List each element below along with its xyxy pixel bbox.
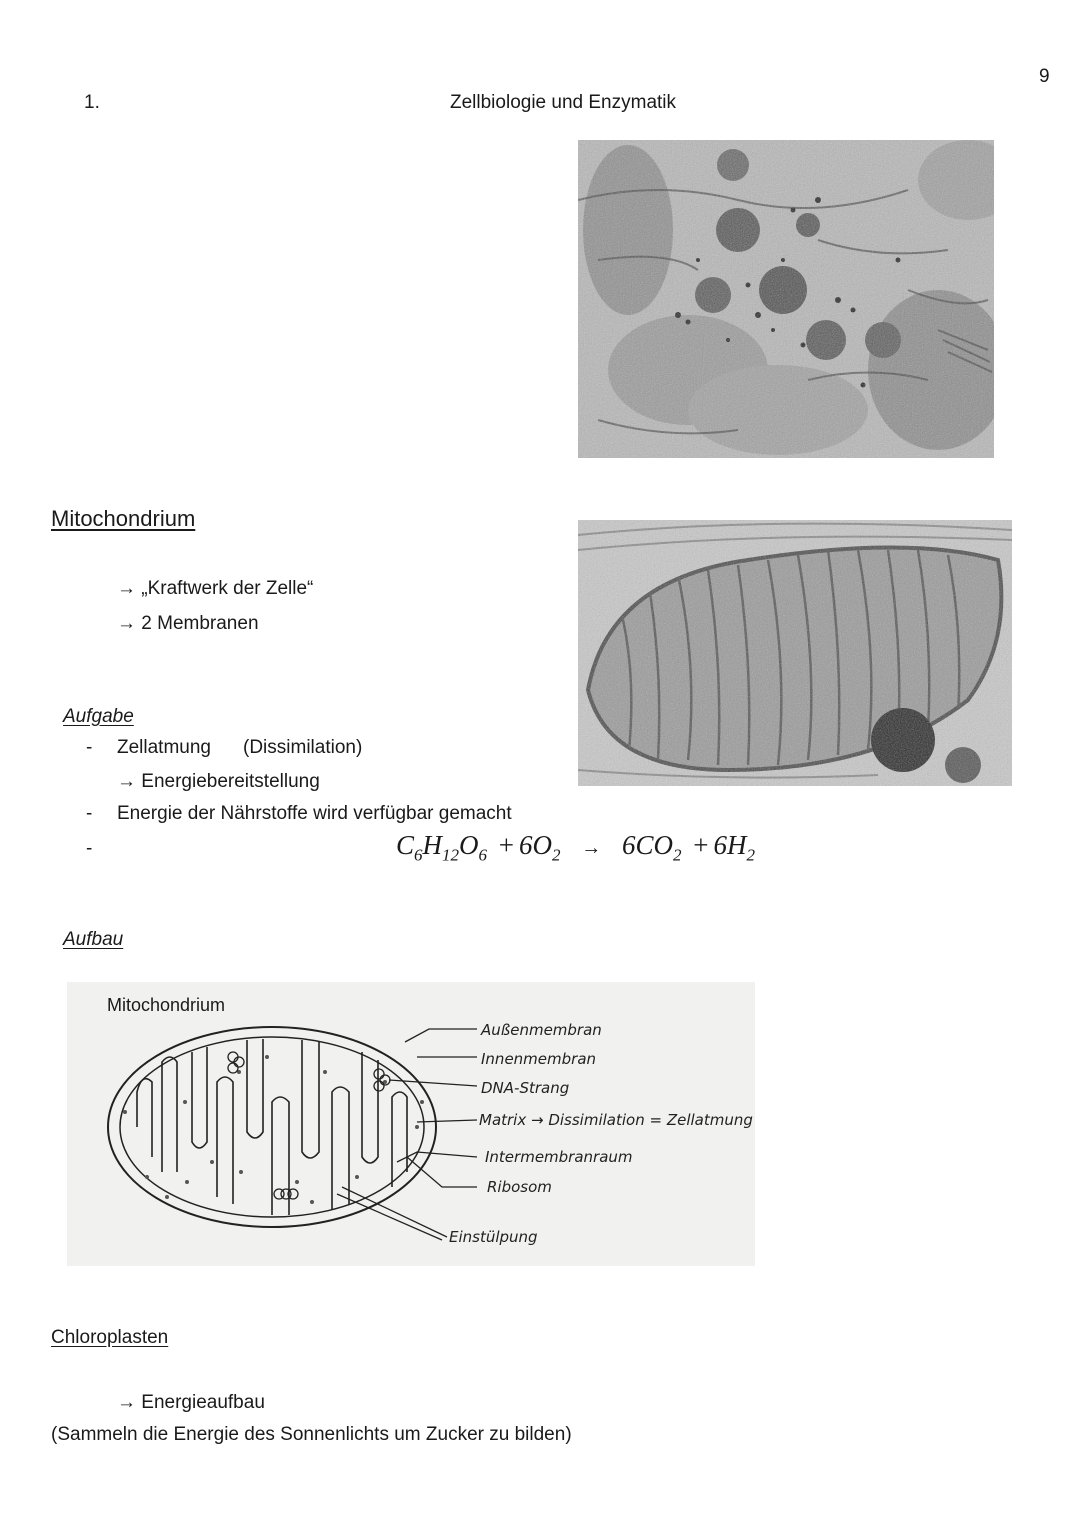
chloroplasten-heading: Chloroplasten <box>51 1327 169 1348</box>
chloroplasten-point-1: → Energieaufbau <box>117 1392 265 1413</box>
label-intermembranraum: Intermembranraum <box>485 1148 633 1166</box>
mitochondrion-diagram <box>67 982 755 1266</box>
aufgabe-bullet-1: - <box>86 737 93 758</box>
label-matrix: Matrix → Dissimilation = Zellatmung <box>479 1111 753 1129</box>
mitochondrium-point-1: → „Kraftwerk der Zelle“ <box>117 578 314 599</box>
aufgabe-bullet-3: - <box>86 803 93 824</box>
cellular-respiration-formula: $C_6H_{12}O_6 + 6O_2 \to 6CO_2 + 6H_2$ <box>396 830 755 865</box>
mitochondria-micrograph-top <box>578 140 994 458</box>
label-einstuelpung: Einstülpung <box>449 1228 538 1246</box>
page-number: 9 <box>1039 66 1050 87</box>
label-dna-strang: DNA-Strang <box>481 1079 570 1097</box>
chloroplasten-point-2: (Sammeln die Energie des Sonnenlichts um Zucker zu bilden) <box>51 1424 572 1445</box>
label-aussenmembran: Außenmembran <box>481 1021 602 1039</box>
label-innenmembran: Innenmembran <box>481 1050 597 1068</box>
mitochondrium-point-2: → 2 Membranen <box>117 613 259 634</box>
aufgabe-bullet-4: - <box>86 838 93 859</box>
diagram-title: Mitochondrium <box>107 995 226 1015</box>
mitochondrium-heading: Mitochondrium <box>51 506 196 531</box>
aufbau-heading: Aufbau <box>63 929 124 950</box>
aufgabe-item-1-note: (Dissimilation) <box>243 737 363 758</box>
aufgabe-heading: Aufgabe <box>63 706 134 727</box>
chapter-number: 1. <box>84 92 100 113</box>
chapter-title: Zellbiologie und Enzymatik <box>450 92 677 113</box>
reaction-arrow: → <box>581 837 602 859</box>
aufgabe-item-2: → Energiebereitstellung <box>117 771 320 792</box>
aufgabe-item-3: Energie der Nährstoffe wird verfügbar gemacht <box>117 803 512 824</box>
aufgabe-item-1: Zellatmung <box>117 737 211 758</box>
mitochondrion-micrograph-detail <box>578 520 1012 786</box>
label-ribosom: Ribosom <box>487 1178 552 1196</box>
